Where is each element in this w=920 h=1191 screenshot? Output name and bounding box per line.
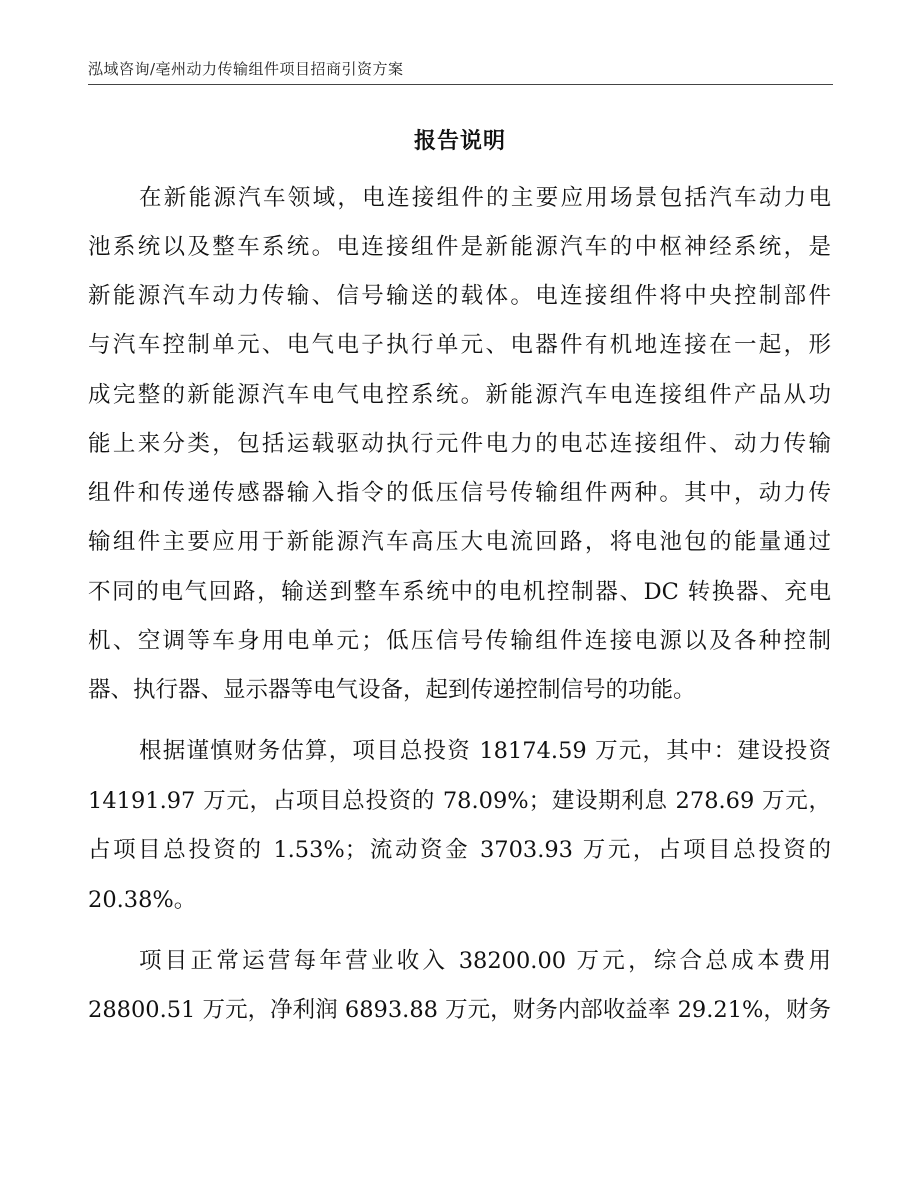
paragraph-1-line: 能上来分类，包括运载驱动执行元件电力的电芯连接组件、动力传输	[88, 431, 831, 457]
paragraph-3-line: 28800.51 万元，净利润 6893.88 万元，财务内部收益率 29.21%，财务	[88, 997, 831, 1023]
paragraph-2-line: 占项目总投资的 1.53%；流动资金 3703.93 万元，占项目总投资的	[88, 837, 831, 863]
paragraph-2-line: 14191.97 万元，占项目总投资的 78.09%；建设期利息 278.69 万元，	[88, 788, 831, 814]
report-title: 报告说明	[413, 128, 506, 154]
paragraph-1-line: 成完整的新能源汽车电气电控系统。新能源汽车电连接组件产品从功	[88, 382, 831, 408]
paragraph-1-line: 与汽车控制单元、电气电子执行单元、电器件有机地连接在一起，形	[88, 332, 831, 358]
page-header: 泓域咨询/亳州动力传输组件项目招商引资方案	[88, 60, 404, 78]
paragraph-2-line: 20.38%。	[88, 887, 197, 913]
paragraph-3-line: 项目正常运营每年营业收入 38200.00 万元，综合总成本费用	[139, 948, 831, 974]
paragraph-1-line: 器、执行器、显示器等电气设备，起到传递控制信号的功能。	[88, 677, 696, 703]
paragraph-2-line: 根据谨慎财务估算，项目总投资 18174.59 万元，其中：建设投资	[139, 738, 831, 764]
paragraph-1-line: 组件和传递传感器输入指令的低压信号传输组件两种。其中，动力传	[88, 480, 831, 506]
paragraph-1-line: 机、空调等车身用电单元；低压信号传输组件连接电源以及各种控制	[88, 628, 831, 654]
paragraph-1-line: 输组件主要应用于新能源汽车高压大电流回路，将电池包的能量通过	[88, 529, 831, 555]
paragraph-1-line: 在新能源汽车领域，电连接组件的主要应用场景包括汽车动力电	[139, 185, 831, 211]
paragraph-1-line: 新能源汽车动力传输、信号输送的载体。电连接组件将中央控制部件	[88, 283, 831, 309]
header-divider	[88, 84, 833, 85]
paragraph-1-line: 池系统以及整车系统。电连接组件是新能源汽车的中枢神经系统，是	[88, 234, 831, 260]
paragraph-1-line: 不同的电气回路，输送到整车系统中的电机控制器、DC 转换器、充电	[88, 579, 831, 605]
